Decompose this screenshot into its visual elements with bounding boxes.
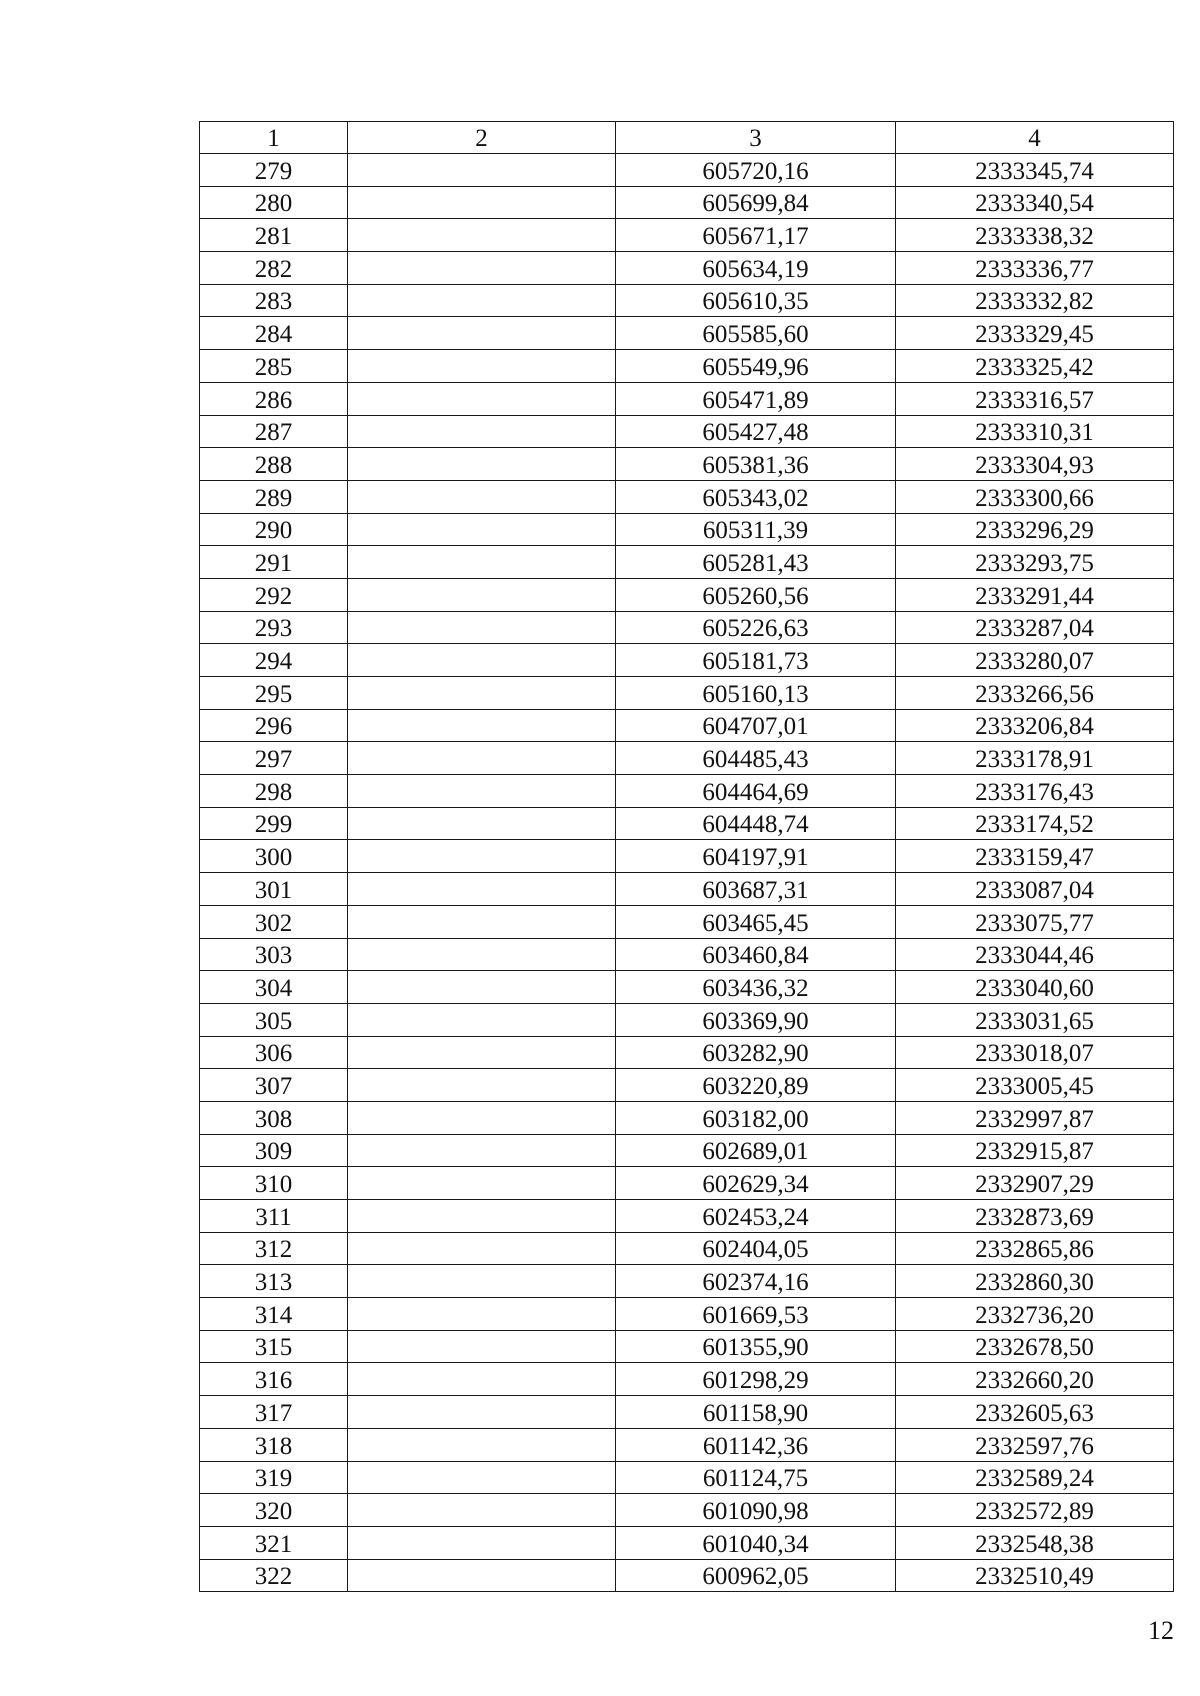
point-number-cell: 316 (200, 1363, 348, 1396)
table-row (200, 1526, 1174, 1559)
x-coordinate-cell: 605610,35 (616, 284, 896, 317)
x-coordinate-cell: 603369,90 (616, 1003, 896, 1036)
x-coordinate-cell: 605634,19 (616, 252, 896, 285)
table-row (200, 971, 1174, 1004)
empty-cell (348, 382, 616, 415)
table-row (200, 154, 1174, 187)
table-row (200, 1363, 1174, 1396)
x-coordinate-cell: 603465,45 (616, 905, 896, 938)
x-coordinate-cell: 601158,90 (616, 1396, 896, 1429)
column-header-2: 2 (348, 122, 616, 154)
table-body (200, 154, 1174, 1592)
y-coordinate-cell: 2333266,56 (896, 677, 1174, 710)
table-row (200, 1298, 1174, 1331)
table-row (200, 1494, 1174, 1527)
table-row (200, 1101, 1174, 1134)
empty-cell (348, 186, 616, 219)
x-coordinate-cell: 605281,43 (616, 546, 896, 579)
point-number-cell: 311 (200, 1200, 348, 1233)
x-coordinate-cell: 603282,90 (616, 1036, 896, 1069)
y-coordinate-cell: 2332510,49 (896, 1559, 1174, 1592)
point-number-cell: 294 (200, 644, 348, 677)
point-number-cell: 305 (200, 1003, 348, 1036)
table-row (200, 186, 1174, 219)
point-number-cell: 286 (200, 382, 348, 415)
empty-cell (348, 644, 616, 677)
point-number-cell: 296 (200, 709, 348, 742)
empty-cell (348, 415, 616, 448)
y-coordinate-cell: 2332915,87 (896, 1134, 1174, 1167)
table-row (200, 1265, 1174, 1298)
point-number-cell: 282 (200, 252, 348, 285)
table-row (200, 284, 1174, 317)
table-row (200, 415, 1174, 448)
point-number-cell: 297 (200, 742, 348, 775)
x-coordinate-cell: 604197,91 (616, 840, 896, 873)
x-coordinate-cell: 603436,32 (616, 971, 896, 1004)
empty-cell (348, 1461, 616, 1494)
x-coordinate-cell: 604448,74 (616, 807, 896, 840)
empty-cell (348, 578, 616, 611)
coordinates-table (199, 121, 1174, 1592)
x-coordinate-cell: 605720,16 (616, 154, 896, 187)
point-number-cell: 302 (200, 905, 348, 938)
y-coordinate-cell: 2333332,82 (896, 284, 1174, 317)
point-number-cell: 310 (200, 1167, 348, 1200)
empty-cell (348, 775, 616, 808)
empty-cell (348, 1232, 616, 1265)
table-row (200, 677, 1174, 710)
table-row (200, 350, 1174, 383)
point-number-cell: 314 (200, 1298, 348, 1331)
table-row (200, 448, 1174, 481)
x-coordinate-cell: 605311,39 (616, 513, 896, 546)
x-coordinate-cell: 605427,48 (616, 415, 896, 448)
empty-cell (348, 1003, 616, 1036)
table-row (200, 611, 1174, 644)
empty-cell (348, 840, 616, 873)
y-coordinate-cell: 2333174,52 (896, 807, 1174, 840)
empty-cell (348, 546, 616, 579)
y-coordinate-cell: 2333031,65 (896, 1003, 1174, 1036)
x-coordinate-cell: 604485,43 (616, 742, 896, 775)
y-coordinate-cell: 2332736,20 (896, 1298, 1174, 1331)
point-number-cell: 319 (200, 1461, 348, 1494)
y-coordinate-cell: 2333044,46 (896, 938, 1174, 971)
empty-cell (348, 284, 616, 317)
x-coordinate-cell: 603220,89 (616, 1069, 896, 1102)
empty-cell (348, 1167, 616, 1200)
empty-cell (348, 971, 616, 1004)
table-row (200, 775, 1174, 808)
point-number-cell: 291 (200, 546, 348, 579)
point-number-cell: 304 (200, 971, 348, 1004)
point-number-cell: 287 (200, 415, 348, 448)
point-number-cell: 309 (200, 1134, 348, 1167)
table-row (200, 840, 1174, 873)
table-row (200, 513, 1174, 546)
empty-cell (348, 1428, 616, 1461)
x-coordinate-cell: 601090,98 (616, 1494, 896, 1527)
table-row (200, 1330, 1174, 1363)
empty-cell (348, 1101, 616, 1134)
point-number-cell: 300 (200, 840, 348, 873)
y-coordinate-cell: 2333340,54 (896, 186, 1174, 219)
table-row (200, 709, 1174, 742)
table-header (200, 122, 1174, 154)
y-coordinate-cell: 2332589,24 (896, 1461, 1174, 1494)
empty-cell (348, 905, 616, 938)
y-coordinate-cell: 2333329,45 (896, 317, 1174, 350)
empty-cell (348, 480, 616, 513)
point-number-cell: 321 (200, 1526, 348, 1559)
y-coordinate-cell: 2333206,84 (896, 709, 1174, 742)
table-row (200, 382, 1174, 415)
x-coordinate-cell: 602404,05 (616, 1232, 896, 1265)
table-row (200, 546, 1174, 579)
empty-cell (348, 1298, 616, 1331)
y-coordinate-cell: 2332572,89 (896, 1494, 1174, 1527)
y-coordinate-cell: 2333293,75 (896, 546, 1174, 579)
x-coordinate-cell: 605260,56 (616, 578, 896, 611)
y-coordinate-cell: 2333159,47 (896, 840, 1174, 873)
empty-cell (348, 448, 616, 481)
y-coordinate-cell: 2333287,04 (896, 611, 1174, 644)
empty-cell (348, 317, 616, 350)
page-number: 12 (1148, 1616, 1174, 1645)
table-row (200, 1461, 1174, 1494)
table-row (200, 1559, 1174, 1592)
empty-cell (348, 1036, 616, 1069)
x-coordinate-cell: 605699,84 (616, 186, 896, 219)
empty-cell (348, 1559, 616, 1592)
empty-cell (348, 1396, 616, 1429)
table-row (200, 742, 1174, 775)
x-coordinate-cell: 602453,24 (616, 1200, 896, 1233)
y-coordinate-cell: 2333300,66 (896, 480, 1174, 513)
x-coordinate-cell: 603687,31 (616, 873, 896, 906)
empty-cell (348, 1265, 616, 1298)
y-coordinate-cell: 2332548,38 (896, 1526, 1174, 1559)
empty-cell (348, 611, 616, 644)
point-number-cell: 283 (200, 284, 348, 317)
y-coordinate-cell: 2332678,50 (896, 1330, 1174, 1363)
table-row (200, 1428, 1174, 1461)
y-coordinate-cell: 2333338,32 (896, 219, 1174, 252)
header-row (200, 122, 1174, 154)
empty-cell (348, 154, 616, 187)
point-number-cell: 318 (200, 1428, 348, 1461)
point-number-cell: 292 (200, 578, 348, 611)
table-row (200, 219, 1174, 252)
table-row (200, 1134, 1174, 1167)
empty-cell (348, 1330, 616, 1363)
y-coordinate-cell: 2332997,87 (896, 1101, 1174, 1134)
point-number-cell: 293 (200, 611, 348, 644)
empty-cell (348, 709, 616, 742)
x-coordinate-cell: 605471,89 (616, 382, 896, 415)
table-row (200, 1396, 1174, 1429)
point-number-cell: 289 (200, 480, 348, 513)
empty-cell (348, 513, 616, 546)
empty-cell (348, 938, 616, 971)
point-number-cell: 298 (200, 775, 348, 808)
x-coordinate-cell: 603182,00 (616, 1101, 896, 1134)
x-coordinate-cell: 605381,36 (616, 448, 896, 481)
x-coordinate-cell: 601669,53 (616, 1298, 896, 1331)
x-coordinate-cell: 605549,96 (616, 350, 896, 383)
table-row (200, 252, 1174, 285)
point-number-cell: 301 (200, 873, 348, 906)
table-row (200, 317, 1174, 350)
table-row (200, 1003, 1174, 1036)
x-coordinate-cell: 602629,34 (616, 1167, 896, 1200)
point-number-cell: 312 (200, 1232, 348, 1265)
column-header-3: 3 (616, 122, 896, 154)
y-coordinate-cell: 2332873,69 (896, 1200, 1174, 1233)
x-coordinate-cell: 604464,69 (616, 775, 896, 808)
point-number-cell: 320 (200, 1494, 348, 1527)
y-coordinate-cell: 2333178,91 (896, 742, 1174, 775)
empty-cell (348, 742, 616, 775)
y-coordinate-cell: 2333345,74 (896, 154, 1174, 187)
table-row (200, 873, 1174, 906)
x-coordinate-cell: 605181,73 (616, 644, 896, 677)
y-coordinate-cell: 2332860,30 (896, 1265, 1174, 1298)
empty-cell (348, 807, 616, 840)
empty-cell (348, 1363, 616, 1396)
empty-cell (348, 1200, 616, 1233)
point-number-cell: 303 (200, 938, 348, 971)
y-coordinate-cell: 2333291,44 (896, 578, 1174, 611)
table-row (200, 1200, 1174, 1233)
table-row (200, 807, 1174, 840)
x-coordinate-cell: 601040,34 (616, 1526, 896, 1559)
table-row (200, 480, 1174, 513)
y-coordinate-cell: 2333336,77 (896, 252, 1174, 285)
x-coordinate-cell: 604707,01 (616, 709, 896, 742)
column-header-4: 4 (896, 122, 1174, 154)
table-row (200, 578, 1174, 611)
empty-cell (348, 350, 616, 383)
y-coordinate-cell: 2333325,42 (896, 350, 1174, 383)
x-coordinate-cell: 601355,90 (616, 1330, 896, 1363)
point-number-cell: 288 (200, 448, 348, 481)
table-row (200, 644, 1174, 677)
y-coordinate-cell: 2333310,31 (896, 415, 1174, 448)
table-row (200, 1167, 1174, 1200)
y-coordinate-cell: 2333005,45 (896, 1069, 1174, 1102)
y-coordinate-cell: 2333316,57 (896, 382, 1174, 415)
y-coordinate-cell: 2333040,60 (896, 971, 1174, 1004)
x-coordinate-cell: 603460,84 (616, 938, 896, 971)
point-number-cell: 313 (200, 1265, 348, 1298)
x-coordinate-cell: 601298,29 (616, 1363, 896, 1396)
empty-cell (348, 677, 616, 710)
point-number-cell: 322 (200, 1559, 348, 1592)
point-number-cell: 280 (200, 186, 348, 219)
column-header-1: 1 (200, 122, 348, 154)
x-coordinate-cell: 601124,75 (616, 1461, 896, 1494)
y-coordinate-cell: 2332597,76 (896, 1428, 1174, 1461)
y-coordinate-cell: 2333176,43 (896, 775, 1174, 808)
table-row (200, 938, 1174, 971)
point-number-cell: 285 (200, 350, 348, 383)
point-number-cell: 306 (200, 1036, 348, 1069)
point-number-cell: 308 (200, 1101, 348, 1134)
empty-cell (348, 1134, 616, 1167)
point-number-cell: 317 (200, 1396, 348, 1429)
x-coordinate-cell: 605226,63 (616, 611, 896, 644)
point-number-cell: 315 (200, 1330, 348, 1363)
table-row (200, 905, 1174, 938)
x-coordinate-cell: 605343,02 (616, 480, 896, 513)
y-coordinate-cell: 2332605,63 (896, 1396, 1174, 1429)
x-coordinate-cell: 605160,13 (616, 677, 896, 710)
point-number-cell: 307 (200, 1069, 348, 1102)
table-row (200, 1069, 1174, 1102)
point-number-cell: 299 (200, 807, 348, 840)
empty-cell (348, 219, 616, 252)
empty-cell (348, 252, 616, 285)
empty-cell (348, 1526, 616, 1559)
y-coordinate-cell: 2333296,29 (896, 513, 1174, 546)
x-coordinate-cell: 601142,36 (616, 1428, 896, 1461)
y-coordinate-cell: 2333075,77 (896, 905, 1174, 938)
point-number-cell: 284 (200, 317, 348, 350)
y-coordinate-cell: 2333087,04 (896, 873, 1174, 906)
x-coordinate-cell: 605585,60 (616, 317, 896, 350)
table-row (200, 1232, 1174, 1265)
y-coordinate-cell: 2333018,07 (896, 1036, 1174, 1069)
table-row (200, 1036, 1174, 1069)
point-number-cell: 281 (200, 219, 348, 252)
y-coordinate-cell: 2332907,29 (896, 1167, 1174, 1200)
y-coordinate-cell: 2332660,20 (896, 1363, 1174, 1396)
empty-cell (348, 1069, 616, 1102)
x-coordinate-cell: 605671,17 (616, 219, 896, 252)
x-coordinate-cell: 600962,05 (616, 1559, 896, 1592)
x-coordinate-cell: 602374,16 (616, 1265, 896, 1298)
empty-cell (348, 873, 616, 906)
x-coordinate-cell: 602689,01 (616, 1134, 896, 1167)
y-coordinate-cell: 2332865,86 (896, 1232, 1174, 1265)
y-coordinate-cell: 2333304,93 (896, 448, 1174, 481)
point-number-cell: 295 (200, 677, 348, 710)
empty-cell (348, 1494, 616, 1527)
y-coordinate-cell: 2333280,07 (896, 644, 1174, 677)
point-number-cell: 290 (200, 513, 348, 546)
point-number-cell: 279 (200, 154, 348, 187)
